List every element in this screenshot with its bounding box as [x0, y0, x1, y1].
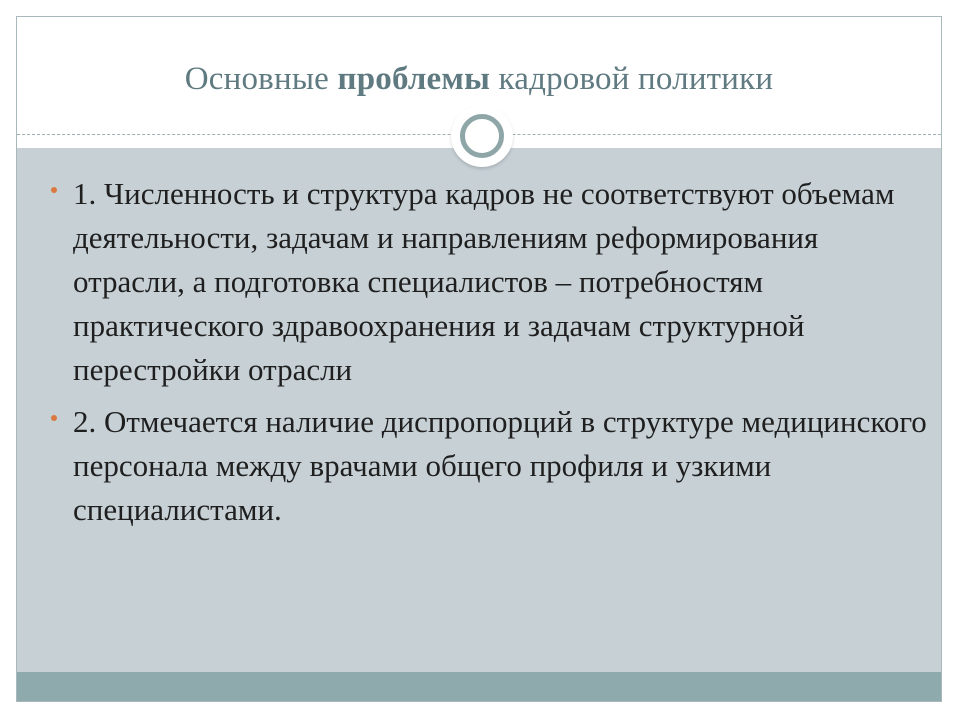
- title-bold-word: проблемы: [337, 61, 491, 97]
- circle-ring-inner: [460, 114, 504, 158]
- circle-ring-icon: [451, 105, 513, 167]
- bullet-list: [51, 172, 931, 540]
- bullet-dot-icon: [51, 187, 57, 193]
- title-normal-end: кадровой политики: [490, 61, 774, 97]
- title-normal-start: Основные: [184, 61, 338, 97]
- bullet-dot-icon: [51, 415, 57, 421]
- slide-title: [17, 61, 941, 98]
- bullet-text: 2. Отмечается наличие диспропорций в структуре медицинского персонала между врачами общего профиля и узкими специалистами.: [73, 404, 927, 527]
- slide-frame: [16, 16, 942, 702]
- bullet-item: [51, 400, 931, 532]
- bullet-text: 1. Численность и структура кадров не соответствуют объемам деятельности, задачам и направлениям реформирования отрасли, а подготовка специалистов – потребностям практического здравоохранения и задачам структурной перестройки отрасли: [73, 176, 895, 387]
- bullet-item: [51, 172, 931, 392]
- bottom-band: [17, 672, 941, 702]
